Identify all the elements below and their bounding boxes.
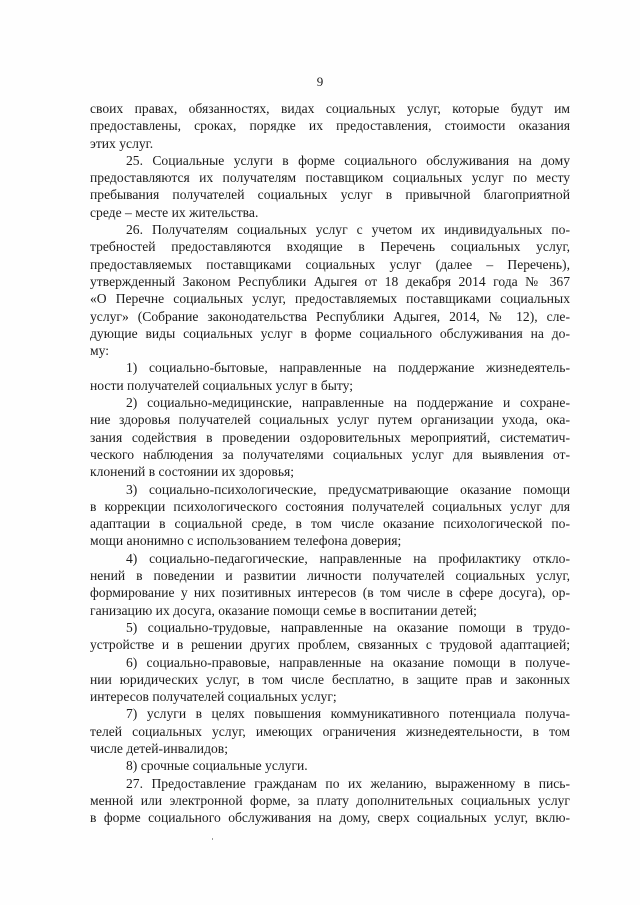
text-line: ганизацию их досуга, оказание помощи семье в воспитании детей; <box>90 602 477 618</box>
text-line: нений в поведении и развитии личности получателей социальных услуг, <box>90 568 570 584</box>
text-line: формирование у них позитивных интересов (в том числе в сфере досуга), ор- <box>90 585 570 601</box>
text-line: в форме социального обслуживания на дому, сверх социальных услуг, вклю- <box>90 810 570 826</box>
text-line: нии юридических услуг, в том числе бесплатно, в защите прав и законных <box>90 671 570 687</box>
text-line: 7) услуги в целях повышения коммуникативного потенциала получа- <box>126 706 570 722</box>
text-line: услуг» (Собрание законодательства Республики Адыгея, 2014, № 12), сле- <box>90 308 570 324</box>
page-number: 9 <box>316 74 324 89</box>
scan-speck <box>212 838 213 840</box>
text-line: интересов получателей социальных услуг; <box>90 689 337 705</box>
text-line: зания содействия в проведении оздоровительных мероприятий, систематич- <box>90 429 570 445</box>
text-line: ности получателей социальных услуг в быту; <box>90 377 354 393</box>
text-line: адаптации в социальной среде, в том числе оказание психологической по- <box>90 516 570 532</box>
text-line: среде – месте их жительства. <box>90 204 259 220</box>
text-line: этих услуг. <box>90 135 154 151</box>
text-line: пребывания получателей социальных услуг в привычной благоприятной <box>90 187 570 203</box>
text-line: устройстве и в решении других проблем, связанных с трудовой адаптацией; <box>90 637 570 653</box>
text-line: 1) социально-бытовые, направленные на поддержание жизнедеятель- <box>126 360 570 376</box>
text-line: мощи анонимно с использованием телефона доверия; <box>90 533 402 549</box>
text-line: предоставляемых поставщиками социальных услуг (далее – Перечень), <box>90 256 570 272</box>
text-line: 3) социально-психологические, предусматривающие оказание помощи <box>126 481 570 497</box>
text-line: телей социальных услуг, имеющих ограничения жизнедеятельности, в том <box>90 723 570 739</box>
text-line: требностей предоставляются входящие в Перечень социальных услуг, <box>90 239 570 255</box>
text-line: менной или электронной форме, за плату дополнительных социальных услуг <box>90 792 570 808</box>
text-line: предоставляются их получателям поставщиком социальных услуг по месту <box>90 170 570 186</box>
text-line: дующие виды социальных услуг в форме социального обслуживания на до- <box>90 325 570 341</box>
text-line: 2) социально-медицинские, направленные на поддержание и сохране- <box>126 395 570 411</box>
text-line: своих правах, обязанностях, видах социальных услуг, которые будут им <box>90 101 570 116</box>
text-line: 4) социально-педагогические, направленные на профилактику откло- <box>126 550 570 566</box>
text-line: ческого наблюдения за получателями социальных услуг для выявления от- <box>90 446 570 462</box>
text-line: числе детей-инвалидов; <box>90 740 228 756</box>
text-line: утвержденный Законом Республики Адыгея от 18 декабря 2014 года № 367 <box>90 273 570 289</box>
text-line: «О Перечне социальных услуг, предоставляемых поставщиками социальных <box>90 291 570 307</box>
document-body <box>90 100 570 826</box>
text-line: 5) социально-трудовые, направленные на оказание помощи в трудо- <box>126 619 570 635</box>
text-line: в коррекции психологического состояния получателей социальных услуг для <box>90 498 570 514</box>
text-line: 27. Предоставление гражданам по их желанию, выраженному в пись- <box>126 775 570 791</box>
text-line: 25. Социальные услуги в форме социального обслуживания на дому <box>126 152 570 168</box>
text-line: предоставлены, сроках, порядке их предоставления, стоимости оказания <box>90 118 570 134</box>
text-line: му: <box>90 343 109 359</box>
text-line: 6) социально-правовые, направленные на оказание помощи в получе- <box>126 654 570 670</box>
text-line: 8) срочные социальные услуги. <box>126 758 308 774</box>
text-line: 26. Получателям социальных услуг с учетом их индивидуальных по- <box>126 222 570 238</box>
text-line: ние здоровья получателей социальных услуг путем организации ухода, ока- <box>90 412 570 428</box>
text-line: клонений в состоянии их здоровья; <box>90 464 295 480</box>
